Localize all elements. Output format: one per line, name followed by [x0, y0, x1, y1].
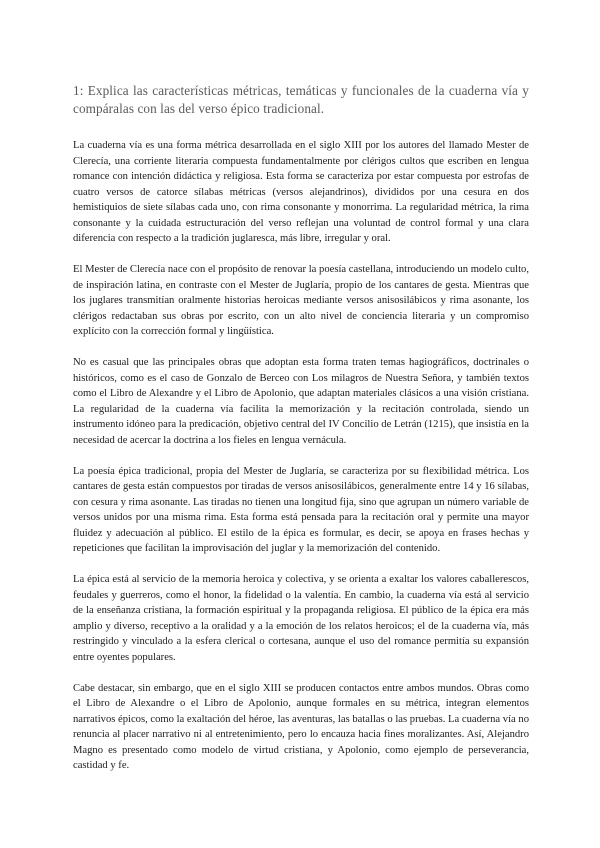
question-heading: 1: Explica las características métricas, temáticas y funcionales de la cuaderna vía y compáralas con las del verso épico tradicional. [73, 83, 529, 116]
paragraph-contacts-between-worlds: Cabe destacar, sin embargo, que en el siglo XIII se producen contactos entre ambos mundos. Obras como el Libro de Alexandre o el Libro de Apolonio, aunque formales en su métrica, integran elementos narrativos épicos, como la exaltación del héroe, las aventuras, las batallas o las pruebas. La cuaderna vía no renuncia al placer narrativo ni al entretenimiento, pero lo encauza hacia fines moralizantes. Así, Alejandro Magno es presentado como modelo de virtud cristiana, y Apolonio, como ejemplo de perseverancia, castidad y fe. [73, 682, 529, 771]
paragraph-cuaderna-via-definition: La cuaderna vía es una forma métrica desarrollada en el siglo XIII por los autores del llamado Mester de Clerecía, una corriente literaria compuesta fundamentalmente por clérigos cultos que escriben en lengua romance con intención didáctica y religiosa. Esta forma se caracteriza por estar compuesta por estrofas de cuatro versos de catorce sílabas métricas (versos alejandrinos), divididos por una cesura en dos hemistiquios de siete sílabas cada uno, con rima consonante y monorrima. La regularidad métrica, la rima consonante y la cuidada estructuración del verso reflejan una voluntad de control formal y una clara diferencia con respecto a la tradición juglaresca, más libre, irregular y oral. [73, 140, 529, 244]
paragraph-mester-de-clerecia: El Mester de Clerecía nace con el propósito de renovar la poesía castellana, introduciendo un modelo culto, de inspiración latina, en contraste con el Mester de Juglaría, propio de los cantares de gesta. Mientras que los juglares transmitían oralmente historias heroicas mediante versos anisosilábicos y rima asonante, los clérigos redactaban sus obras por escrito, con un alto nivel de conciencia literaria y un compromiso explícito con la corrección formal y lingüística. [73, 264, 529, 337]
document-page [73, 82, 529, 789]
paragraph-epic-vs-cuaderna-via: La épica está al servicio de la memoria heroica y colectiva, y se orienta a exaltar los valores caballerescos, feudales y guerreros, como el honor, la fidelidad o la valentía. En cambio, la cuaderna vía está al servicio de la enseñanza cristiana, la formación espiritual y la propaganda religiosa. El público de la épica era más amplio y diverso, receptivo a la oralidad y a la emoción de los relatos heroicos; el de la cuaderna vía, más restringido y vinculado a la esfera clerical o cortesana, aunque el uso del romance permitía su expansión entre oyentes populares. [73, 574, 529, 663]
paragraph-themes-and-works: No es casual que las principales obras que adoptan esta forma traten temas hagiográficos, doctrinales o históricos, como es el caso de Gonzalo de Berceo con Los milagros de Nuestra Señora, y también textos como el Libro de Alexandre y el Libro de Apolonio, que adaptan materiales clásicos a una visión cristiana. La regularidad de la cuaderna vía facilita la memorización y la recitación controlada, siendo un instrumento idóneo para la predicación, objetivo central del IV Concilio de Letrán (1215), que insistía en la necesidad de acercar la doctrina a los fieles en lengua vernácula. [73, 357, 529, 446]
paragraph-epic-poetry: La poesía épica tradicional, propia del Mester de Juglaría, se caracteriza por su flexibilidad métrica. Los cantares de gesta están compuestos por tiradas de versos anisosilábicos, generalmente entre 14 y 16 sílabas, con cesura y rima asonante. Las tiradas no tienen una longitud fija, sino que agrupan un número variable de versos unidos por una misma rima. Esta forma está pensada para la recitación oral y permite una mayor fluidez y adecuación al público. El estilo de la épica es formular, es decir, se apoya en frases hechas y repeticiones que facilitan la improvisación del juglar y la memorización del contenido. [73, 465, 529, 554]
